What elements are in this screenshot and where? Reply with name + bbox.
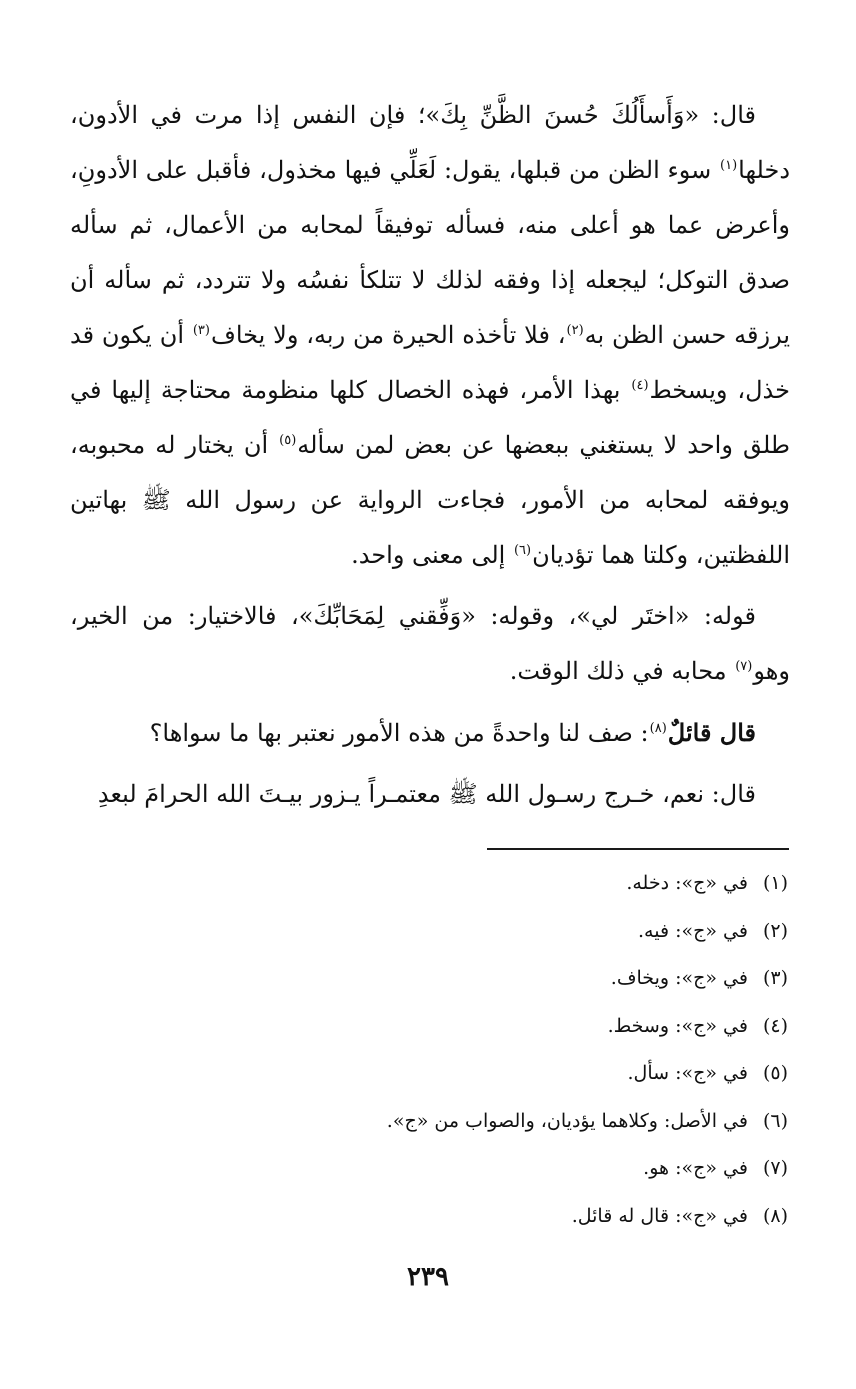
footnote-ref-4: (٤)	[631, 378, 649, 393]
paragraph-1-text-7: إلى معنى واحد.	[351, 541, 513, 569]
footnote-text: في «ج»: سأل.	[627, 1062, 748, 1084]
paragraph-1-text-6: أن يختار له محبوبه، ويوفقه لمحابه من الأمور، فجاءت الرواية عن رسول الله ﷺ بهاتين اللفظتين، وكلتا هما تؤديان	[70, 431, 790, 569]
footnote-text: في «ج»: قال له قائل.	[571, 1204, 748, 1227]
footnote-ref-2: (٢)	[566, 323, 584, 338]
footnote-number: (٥)	[762, 1062, 788, 1084]
paragraph-3-text-1: : صف لنا واحدةً من هذه الأمور نعتبر بها ما سواها؟	[149, 719, 649, 747]
footnote-number: (٨)	[762, 1204, 788, 1227]
paragraph-1-text-1: قال: «وَأَسأَلُكَ حُسنَ الظَّنِّ بِكَ»؛ فإن النفس إذا مرت في الأدون، دخلها	[70, 101, 790, 184]
footnote-item	[70, 1098, 788, 1146]
paragraph-1-text-4: أن يكون قد خذل، ويسخط	[70, 321, 790, 404]
footnotes-list	[70, 860, 788, 1240]
paragraph-2-text-1: قوله: «اختَر لي»، وقوله: «وَفِّقني لِمَحَابِّكَ»، فالاختيار: من الخير، وهو	[70, 602, 790, 685]
footnote-text: في «ج»: وسخط.	[607, 1014, 748, 1037]
footnote-text: في «ج»: دخله.	[626, 872, 748, 894]
footnote-ref-7: (٧)	[735, 659, 753, 674]
paragraph-3	[70, 705, 790, 761]
footnote-text: في الأصل: وكلاهما يؤديان، والصواب من «ج».	[386, 1109, 748, 1132]
footnote-item	[70, 1145, 788, 1193]
footnote-item	[70, 860, 788, 908]
paragraph-4-text-1: قال: نعم، خـرج رسـول الله ﷺ معتمـراً يـزور بيـتَ الله الحرامَ لبعدِ	[97, 780, 756, 808]
footnote-text: في «ج»: ويخاف.	[610, 967, 748, 989]
footnote-text: في «ج»: فيه.	[637, 919, 748, 942]
footnote-number: (٦)	[762, 1109, 788, 1132]
paragraph-1-text-3: ، فلا تأخذه الحيرة من ربه، ولا يخاف	[210, 321, 566, 349]
footnote-text: في «ج»: هو.	[643, 1157, 748, 1179]
paragraph-1	[70, 88, 790, 583]
footnote-ref-1: (١)	[720, 158, 738, 173]
footnote-number: (٣)	[762, 967, 788, 989]
paragraph-2	[70, 589, 790, 699]
page-number: ٢٣٩	[407, 1262, 449, 1292]
footnote-item	[70, 908, 788, 956]
footnote-number: (١)	[762, 872, 788, 894]
footnote-number: (٢)	[762, 919, 788, 942]
footnote-item	[70, 1003, 788, 1051]
paragraph-1-text-2: سوء الظن من قبلها، يقول: لَعَلِّي فيها مخذول، فأقبل على الأدونِ، وأعرض عما هو أعلى منه، فسأله توفيقاً لمحابه من الأعمال، ثم سأله صدق التوكل؛ ليجعله إذا وفقه لذلك لا تتلكأ نفسُه ولا تتردد، ثم سأله أن يرزقه حسن الظن به	[70, 156, 791, 349]
footnote-item	[70, 1050, 788, 1098]
footnote-number: (٧)	[762, 1157, 788, 1179]
footnote-separator	[487, 848, 789, 850]
footnote-ref-5: (٥)	[279, 433, 297, 448]
paragraph-1-text-5: بهذا الأمر، فهذه الخصال كلها منظومة محتاجة إليها في طلق واحد لا يستغني ببعضها عن بعض لمن سأله	[70, 376, 790, 459]
paragraph-2-text-2: محابه في ذلك الوقت.	[509, 657, 735, 685]
paragraph-3-lead: قال قائلٌ	[667, 718, 756, 747]
footnote-item	[70, 955, 788, 1003]
footnote-number: (٤)	[762, 1014, 788, 1037]
paragraph-4	[70, 767, 790, 822]
footnote-item	[70, 1193, 788, 1241]
footnote-ref-3: (٣)	[192, 323, 210, 338]
footnote-ref-8: (٨)	[649, 721, 667, 736]
footnote-ref-6: (٦)	[513, 543, 532, 558]
main-text	[70, 88, 790, 822]
